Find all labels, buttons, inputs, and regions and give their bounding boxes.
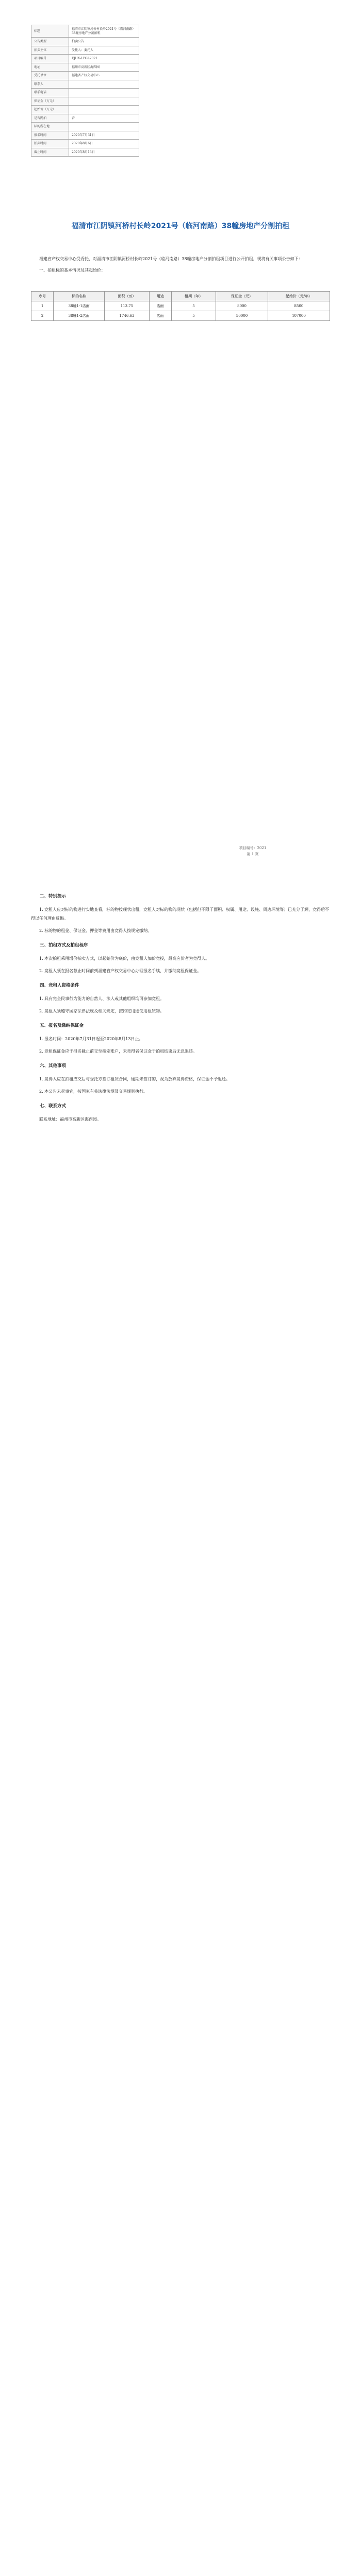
meta-key: 标的所在地: [31, 123, 69, 131]
meta-row: [31, 114, 139, 123]
section-heading: 四、竞租人资格条件: [40, 983, 79, 988]
meta-row: [31, 72, 139, 80]
section-paragraph: 1. 竞租人应对标的物进行实地查看，标的物按现状出租，竞租人对标的物的现状（包括但不限于面积、权属、用途、设施、周边环境等）已充分了解，竞得后不得以任何理由反悔。: [31, 907, 330, 921]
meta-value: [69, 89, 139, 97]
section-paragraph: 1. 本次拍租采用增价拍卖方式，以起始价为底价，由竞租人加价竞投，最高应价者为竞得人。: [39, 956, 210, 961]
intro-paragraph: 一、拍租标的基本情况及其起始价：: [39, 268, 105, 273]
table-cell: 店面: [149, 311, 171, 321]
stamp-line: 项目编号：2021: [239, 846, 267, 850]
meta-value: 受托人：委托人: [69, 46, 139, 55]
table-cell: 8500: [268, 301, 330, 311]
table-cell: 5: [171, 301, 216, 311]
stamp-line: 第 1 页: [247, 852, 259, 856]
table-header: 保证金（元）: [216, 292, 268, 301]
lot-table: [31, 291, 330, 321]
meta-row: [31, 131, 139, 140]
section-paragraph: 2. 标的物的租金、保证金、押金等费用由竞得人按规定缴纳。: [39, 928, 152, 933]
section-heading: 五、报名及缴纳保证金: [40, 1023, 84, 1028]
meta-value: 2020年8月13日: [69, 148, 139, 157]
section-paragraph: 1. 竞得人应在拍租成交后与委托方签订租赁合同，逾期未签订的，视为放弃竞得资格，保证金不予退还。: [39, 1077, 231, 1081]
meta-value: [69, 80, 139, 89]
meta-key: 拍卖主体: [31, 46, 69, 55]
meta-row: [31, 123, 139, 131]
table-cell: 5: [171, 311, 216, 321]
meta-value: [69, 106, 139, 114]
page-stamp: [206, 845, 299, 857]
section-heading: 六、其他事项: [40, 1063, 67, 1069]
intro-paragraph: 福建省产权交易中心受委托，对福清市江阴镇河桥村长岭2021号（临河南路）38幢房地产分割拍租项目进行公开拍租，现将有关事项公告如下：: [39, 257, 303, 261]
section-paragraph: 联系地址：福州市高新区海西园。: [39, 1117, 101, 1122]
table-cell: 38幢1-1店面: [54, 301, 105, 311]
section-paragraph: 2. 竞租人须遵守国家法律法规及相关规定，按约定用途使用租赁物。: [39, 1009, 165, 1013]
table-cell: 8000: [216, 301, 268, 311]
meta-key: 公告类型: [31, 38, 69, 46]
table-cell: 2: [31, 311, 54, 321]
section-paragraph: 2. 竞租人须在报名截止时间前到福建省产权交易中心办理报名手续，并缴纳竞租保证金。: [39, 969, 202, 973]
meta-row: [31, 89, 139, 97]
meta-row: [31, 140, 139, 148]
table-cell: 1746.63: [105, 311, 149, 321]
meta-value: 福清市江阴镇河桥村长岭2021号（临河南路）38幢房地产分割拍租: [69, 25, 139, 38]
meta-key: 拍卖时间: [31, 140, 69, 148]
body-text: [31, 886, 330, 1127]
meta-row: [31, 97, 139, 106]
table-row: [31, 301, 330, 311]
meta-key: 地址: [31, 63, 69, 72]
meta-key: 项目编号: [31, 55, 69, 63]
meta-row: [31, 80, 139, 89]
table-header: 标的名称: [54, 292, 105, 301]
section-paragraph: 2. 竞租保证金应于报名截止前交至指定账户，未竞得者保证金于拍租结束后无息退还。: [39, 1049, 198, 1054]
meta-key: 报名时间: [31, 131, 69, 140]
table-header: 起始价（元/年）: [268, 292, 330, 301]
table-cell: 1: [31, 301, 54, 311]
table-cell: 店面: [149, 301, 171, 311]
meta-row: [31, 106, 139, 114]
meta-key: 标题: [31, 25, 69, 38]
table-header: 用途: [149, 292, 171, 301]
table-cell: 50000: [216, 311, 268, 321]
section-paragraph: 1. 具有完全民事行为能力的自然人、法人或其他组织均可参加竞租。: [39, 996, 165, 1001]
meta-row: [31, 55, 139, 63]
meta-value: 福州市高新区海西园: [69, 63, 139, 72]
meta-key: 受托单位: [31, 72, 69, 80]
meta-key: 起始价（万元）: [31, 106, 69, 114]
table-cell: 38幢1-2店面: [54, 311, 105, 321]
meta-key: 截止时间: [31, 148, 69, 157]
table-header: 序号: [31, 292, 54, 301]
section-heading: 二、特别提示: [40, 894, 67, 899]
meta-key: 联系电话: [31, 89, 69, 97]
meta-value: 2020年8月6日: [69, 140, 139, 148]
section-paragraph: 1. 报名时间：2020年7月31日起至2020年8月13日止。: [39, 1037, 143, 1041]
meta-value: 拍卖公告: [69, 38, 139, 46]
table-header: 面积（㎡）: [105, 292, 149, 301]
section-paragraph: 2. 本公告未尽事宜，按国家有关法律法规及交易规则执行。: [39, 1089, 148, 1094]
intro-text: [31, 255, 330, 278]
meta-row: [31, 38, 139, 46]
meta-row: [31, 63, 139, 72]
meta-value: 否: [69, 114, 139, 123]
section-heading: 三、拍租方式及拍租程序: [40, 943, 88, 948]
meta-row: [31, 46, 139, 55]
page-title: 福清市江阴镇河桥村长岭2021号（临河南路）38幢房地产分割拍租: [71, 222, 290, 230]
meta-value: 2020年7月31日: [69, 131, 139, 140]
meta-row: [31, 25, 139, 38]
meta-value: [69, 97, 139, 106]
section-heading: 七、联系方式: [40, 1104, 67, 1109]
meta-row: [31, 148, 139, 157]
meta-key: 联系人: [31, 80, 69, 89]
meta-value: FJHX-LPGL2021: [69, 55, 139, 63]
table-header: 租期（年）: [171, 292, 216, 301]
table-row: [31, 311, 330, 321]
table-cell: 107000: [268, 311, 330, 321]
meta-key: 是否网拍: [31, 114, 69, 123]
meta-value: 福建省产权交易中心: [69, 72, 139, 80]
meta-value: [69, 123, 139, 131]
meta-key: 保证金（万元）: [31, 97, 69, 106]
meta-table: [31, 25, 139, 157]
table-cell: 113.75: [105, 301, 149, 311]
